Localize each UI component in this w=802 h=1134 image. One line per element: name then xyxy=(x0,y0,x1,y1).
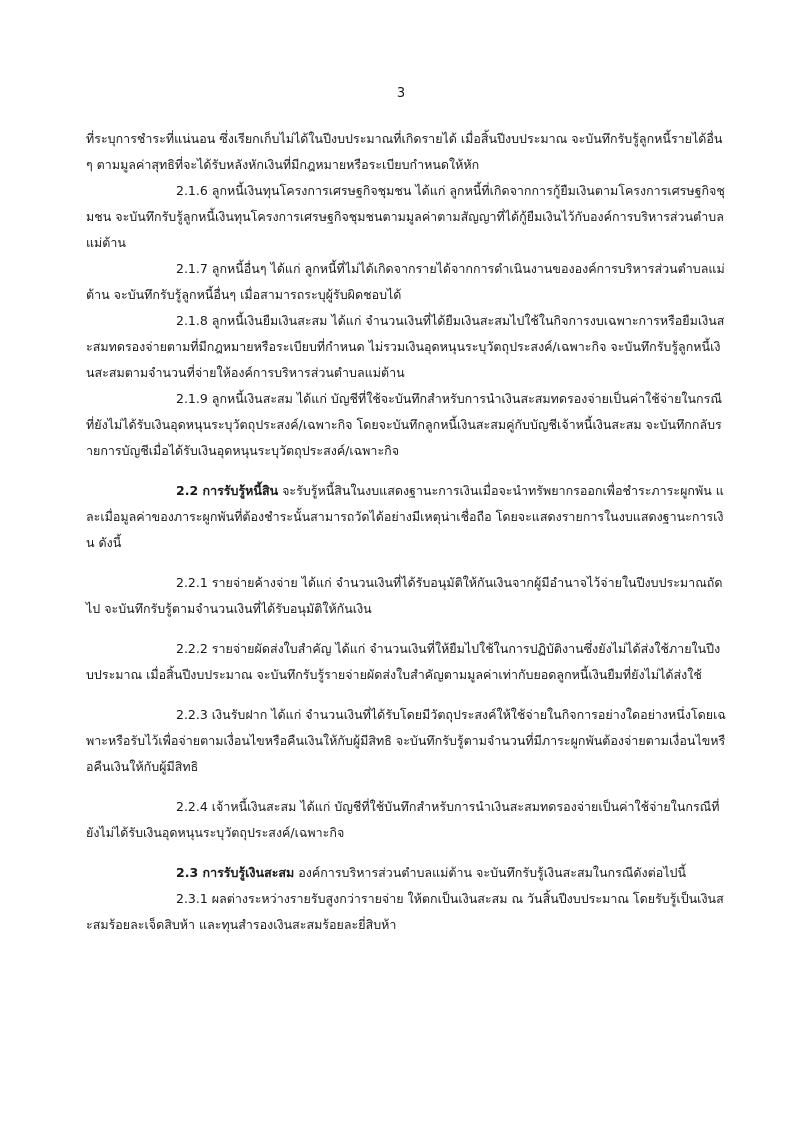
paragraph-2-2-4: 2.2.4 เจ้าหนี้เงินสะสม ได้แก่ บัญชีที่ใช้บันทึกสำหรับการนำเงินสะสมทดรองจ่ายเป็นค่าใช้จ่ายในกรณีที่ยังไม่ได้รับเงินอุดหนุนระบุวัตถุประสงค์/เฉพาะกิจ xyxy=(86,799,720,840)
paragraph-2-1-6: 2.1.6 ลูกหนี้เงินทุนโครงการเศรษฐกิจชุมชน ได้แก่ ลูกหนี้ที่เกิดจากการกู้ยืมเงินตามโครงการเศรษฐกิจชุมชน จะบันทึกรับรู้ลูกหนี้เงินทุนโครงการเศรษฐกิจชุมชนตามมูลค่าตามสัญญาที่ได้กู้ยืมเงินไว้กับองค์การบริหารส่วนตำบลแม่ต้าน xyxy=(86,183,725,250)
paragraph-2-3-1: 2.3.1 ผลต่างระหว่างรายรับสูงกว่ารายจ่าย ให้ตกเป็นเงินสะสม ณ วันสิ้นปีงบประมาณ โดยรับรู้เป็นเงินสะสมร้อยละเจ็ดสิบห้า และทุนสำรองเงินสะสมร้อยละยี่สิบห้า xyxy=(86,891,724,932)
section-heading-2-2: 2.2 การรับรู้หนี้สิน xyxy=(176,483,279,498)
section-heading-2-3: 2.3 การรับรู้เงินสะสม xyxy=(176,865,295,880)
section-text-2-2: จะรับรู้หนี้สินในงบแสดงฐานะการเงินเมื่อจะนำทรัพยากรออกเพื่อชำระภาระผูกพัน และเมื่อมูลค่าของภาระผูกพันที่ต้องชำระนั้นสามารถวัดได้อย่างมีเหตุน่าเชื่อถือ โดยจะแสดงรายการในงบแสดงฐานะการเงิน ดังนี้ xyxy=(86,483,724,550)
page-number: 3 xyxy=(396,86,406,101)
paragraph-2-1-9: 2.1.9 ลูกหนี้เงินสะสม ได้แก่ บัญชีที่ใช้จะบันทึกสำหรับการนำเงินสะสมทดรองจ่ายเป็นค่าใช้จ่ายในกรณีที่ยังไม่ได้รับเงินอุดหนุนระบุวัตถุประสงค์/เฉพาะกิจ โดยจะบันทึกลูกหนี้เงินสะสมคู่กับบัญชีเจ้าหนี้เงินสะสม จะบันทึกกลับรายการบัญชีเมื่อได้รับเงินอุดหนุนระบุวัตถุประสงค์/เฉพาะกิจ xyxy=(86,391,722,458)
paragraph-2-2-2: 2.2.2 รายจ่ายผัดส่งใบสำคัญ ได้แก่ จำนวนเงินที่ให้ยืมไปใช้ในการปฏิบัติงานซึ่งยังไม่ได้ส่งใช้ภายในปีงบประมาณ เมื่อสิ้นปีงบประมาณ จะบันทึกรับรู้รายจ่ายผัดส่งใบสำคัญตามมูลค่าเท่ากับยอดลูกหนี้เงินยืมที่ยังไม่ได้ส่งใช้ xyxy=(86,641,721,682)
paragraph-2-2-1: 2.2.1 รายจ่ายค้างจ่าย ได้แก่ จำนวนเงินที่ได้รับอนุมัติให้กันเงินจากผู้มีอำนาจไว้จ่ายในปีงบประมาณถัดไป จะบันทึกรับรู้ตามจำนวนเงินที่ได้รับอนุมัติให้กันเงิน xyxy=(86,575,723,616)
paragraph-2-1-8: 2.1.8 ลูกหนี้เงินยืมเงินสะสม ได้แก่ จำนวนเงินที่ได้ยืมเงินสะสมไปใช้ในกิจการงบเฉพาะการหรือยืมเงินสะสมทดรองจ่ายตามที่มีกฎหมายหรือระเบียบที่กำหนด ไม่รวมเงินอุดหนุนระบุวัตถุประสงค์/เฉพาะกิจ จะบันทึกรับรู้ลูกหนี้เงินสะสมตามจำนวนที่จ่ายให้องค์การบริหารส่วนตำบลแม่ต้าน xyxy=(86,313,725,380)
section-2-3 xyxy=(86,860,726,886)
document-body xyxy=(86,126,726,938)
paragraph-2-2-3: 2.2.3 เงินรับฝาก ได้แก่ จำนวนเงินที่ได้รับโดยมีวัตถุประสงค์ให้ใช้จ่ายในกิจการอย่างใดอย่างหนึ่งโดยเฉพาะหรือรับไว้เพื่อจ่ายตามเงื่อนไขหรือคืนเงินให้กับผู้มีสิทธิ จะบันทึกรับรู้ตามจำนวนที่มีภาระผูกพันต้องจ่ายตามเงื่อนไขหรือคืนเงินให้กับผู้มีสิทธิ xyxy=(86,707,726,774)
section-2-2 xyxy=(86,478,726,556)
paragraph-2-1-7: 2.1.7 ลูกหนี้อื่นๆ ได้แก่ ลูกหนี้ที่ไม่ได้เกิดจากรายได้จากการดำเนินงานขององค์การบริหารส่วนตำบลแม่ต้าน จะบันทึกรับรู้ลูกหนี้อื่นๆ เมื่อสามารถระบุผู้รับผิดชอบได้ xyxy=(86,261,725,302)
paragraph-continuation: ที่ระบุการชำระที่แน่นอน ซึ่งเรียกเก็บไม่ได้ในปีงบประมาณที่เกิดรายได้ เมื่อสิ้นปีงบประมาณ จะบันทึกรับรู้ลูกหนี้รายได้อื่น ๆ ตามมูลค่าสุทธิที่จะได้รับหลังหักเงินที่มีกฎหมายหรือระเบียบกำหนดให้หัก xyxy=(86,131,723,172)
section-text-2-3: องค์การบริหารส่วนตำบลแม่ต้าน จะบันทึกรับรู้เงินสะสมในกรณีดังต่อไปนี้ xyxy=(294,865,687,880)
